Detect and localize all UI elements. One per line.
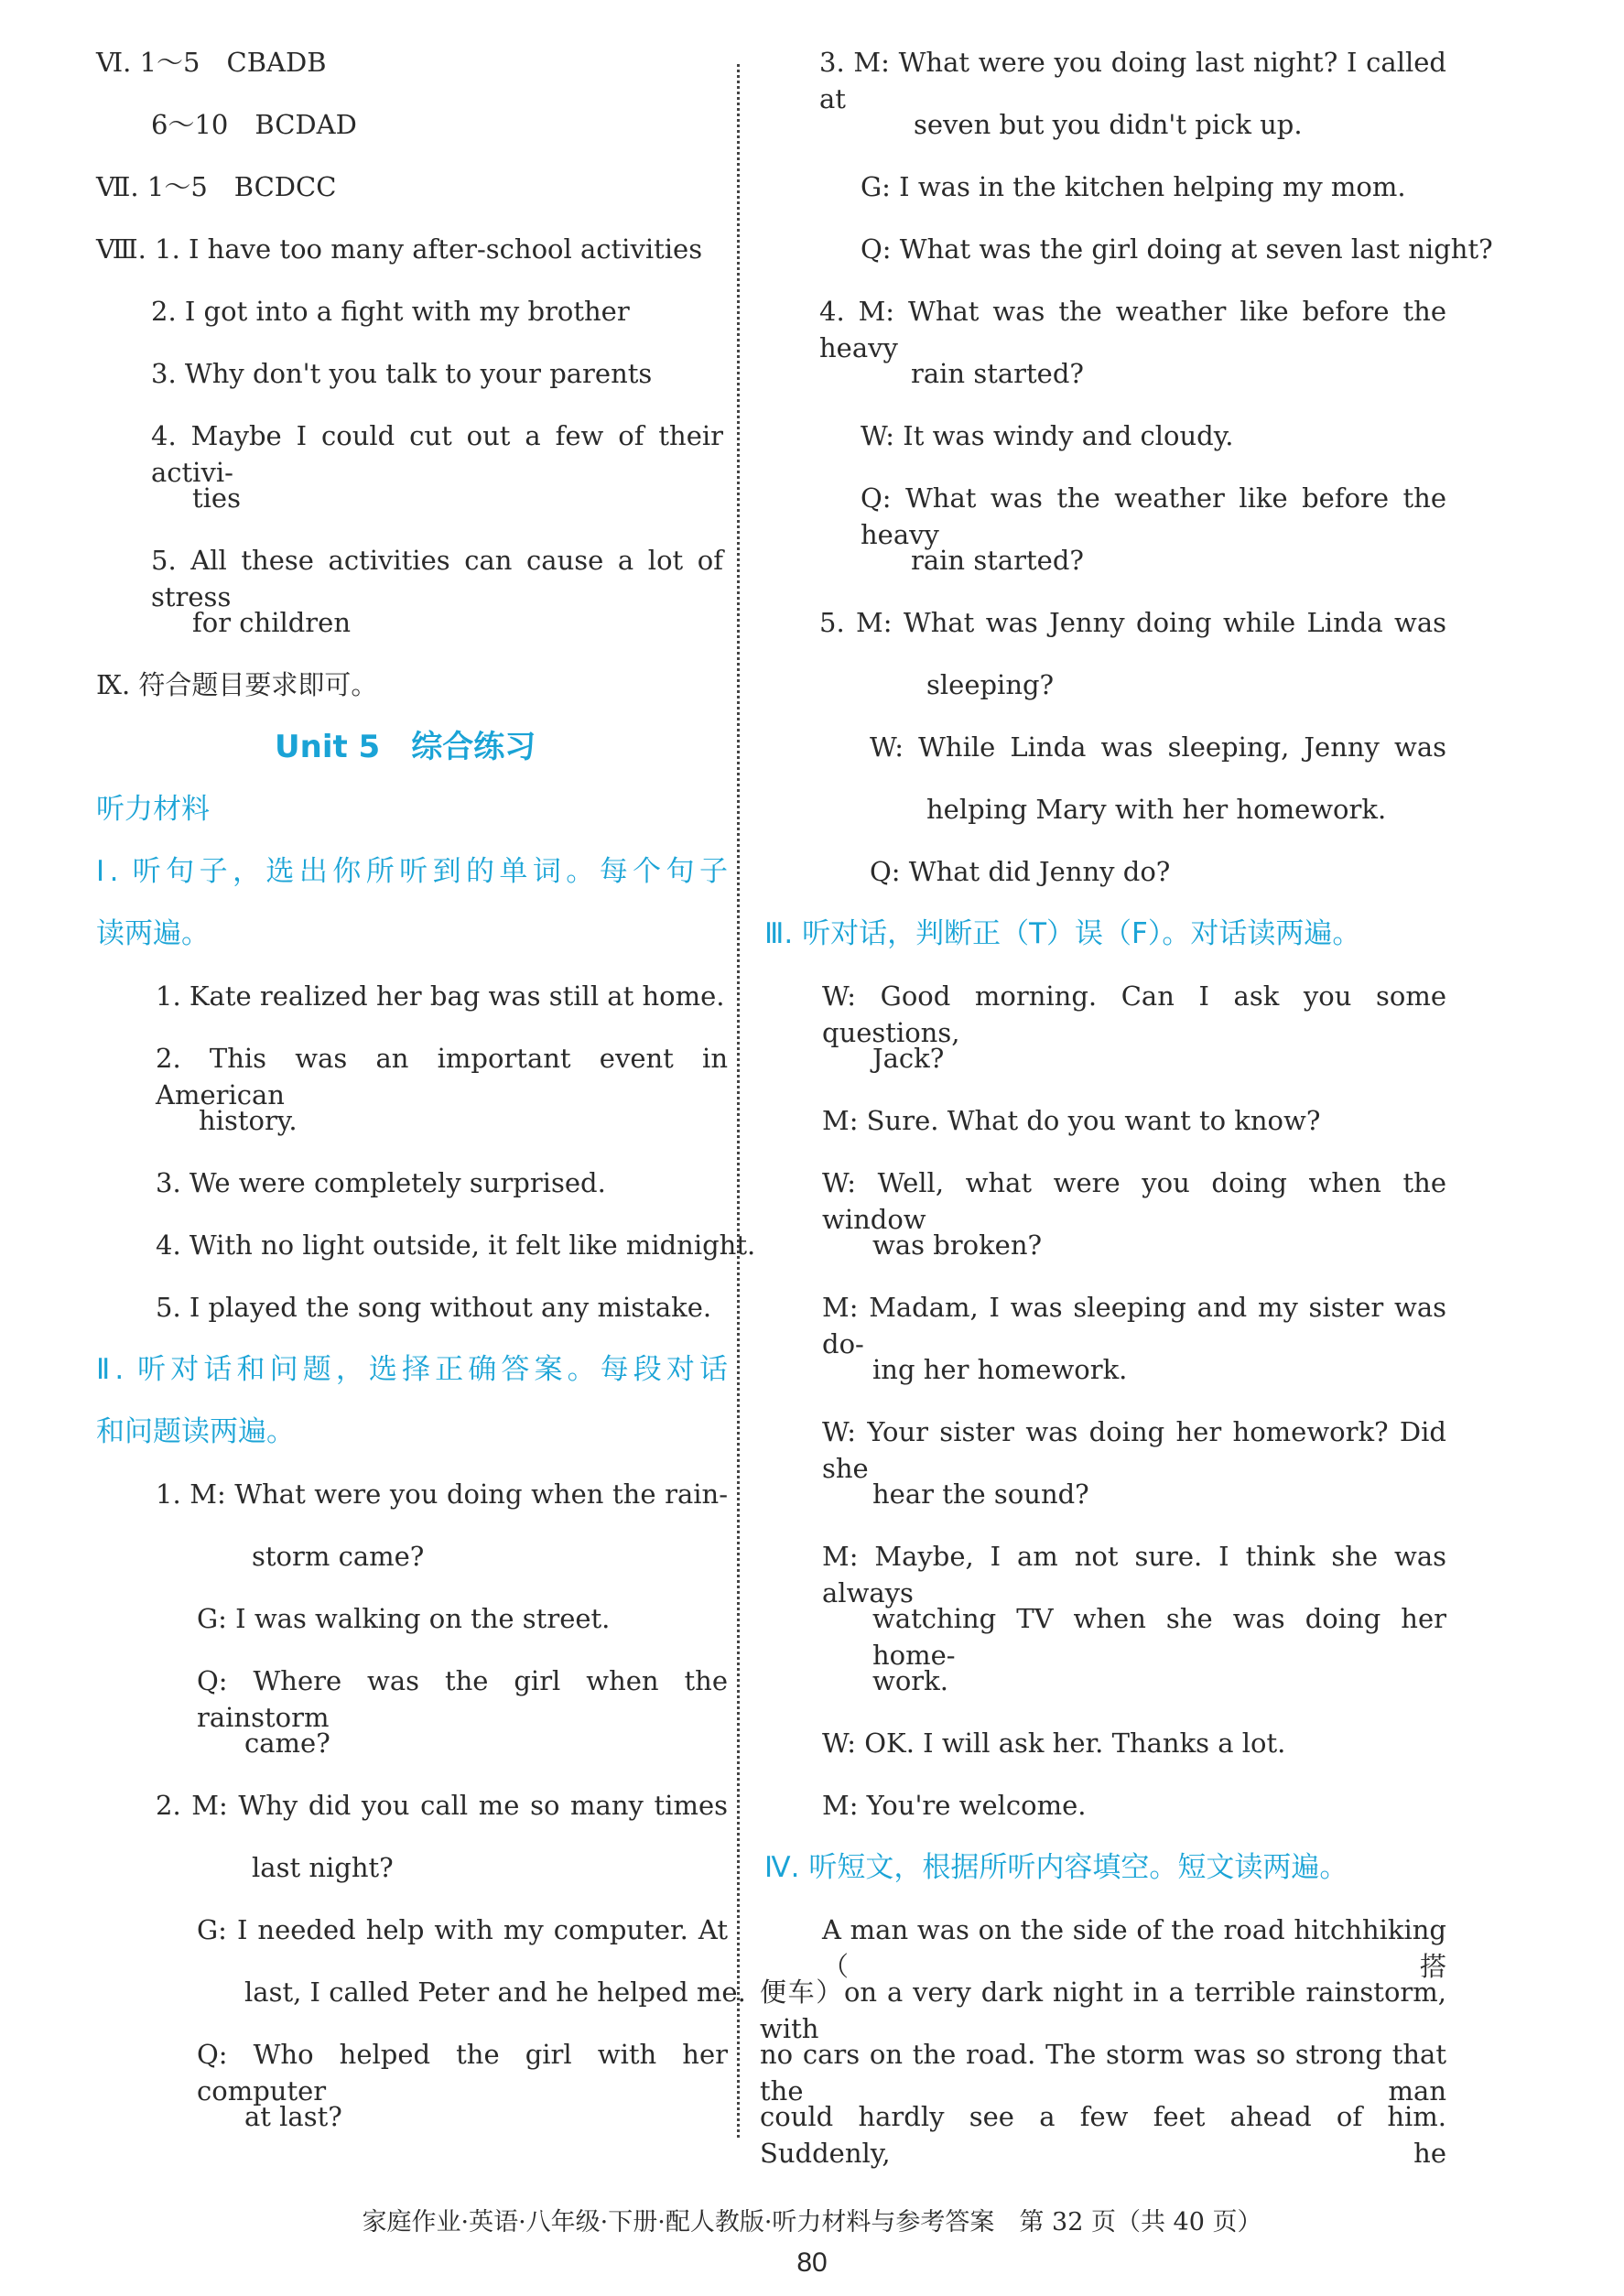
- left-column-line: last, I called Peter and he helped me.: [244, 1977, 746, 2008]
- right-column-line: helping Mary with her homework.: [926, 794, 1387, 825]
- left-column-line: Q: Where was the girl when the rainstorm: [197, 1665, 728, 1733]
- left-column-line: 2. This was an important event in American: [156, 1043, 728, 1110]
- left-column-line: for children: [192, 607, 352, 638]
- left-column-line: G: I was walking on the street.: [197, 1603, 611, 1634]
- right-column-line: W: Your sister was doing her homework? Did she: [822, 1416, 1446, 1484]
- right-column-line: W: OK. I will ask her. Thanks a lot.: [822, 1727, 1286, 1759]
- right-column-line: W: Well, what were you doing when the window: [822, 1167, 1446, 1235]
- left-column-line: Unit 5 综合练习: [275, 729, 536, 765]
- right-column-line: W: It was windy and cloudy.: [861, 420, 1234, 451]
- left-column-line: 1. M: What were you doing when the rain-: [156, 1478, 728, 1510]
- right-column-line: 4. M: What was the weather like before the heavy: [819, 296, 1446, 363]
- right-column-line: 5. M: What was Jenny doing while Linda was: [819, 607, 1446, 638]
- right-column-line: watching TV when she was doing her home-: [872, 1603, 1446, 1671]
- right-column-line: Q: What was the weather like before the heavy: [861, 482, 1446, 550]
- right-column-line: hear the sound?: [872, 1478, 1089, 1510]
- right-column-line: rain started?: [911, 545, 1084, 576]
- left-column-line: Ⅱ. 听对话和问题，选择正确答案。每段对话: [96, 1353, 728, 1386]
- left-column-line: Ⅷ. 1. I have too many after-school activities: [96, 233, 703, 265]
- left-column-line: 4. With no light outside, it felt like midnight.: [156, 1229, 756, 1261]
- right-column-line: could hardly see a few feet ahead of him. Suddenly, he: [760, 2101, 1446, 2169]
- left-column-line: storm came?: [252, 1541, 425, 1572]
- left-column-line: 1. Kate realized her bag was still at home.: [156, 980, 725, 1012]
- left-column-line: ties: [192, 482, 241, 514]
- right-column-line: ing her homework.: [872, 1354, 1128, 1385]
- left-column-line: G: I needed help with my computer. At: [197, 1914, 728, 1945]
- right-column-line: M: Maybe, I am not sure. I think she was always: [822, 1541, 1446, 1608]
- left-column-line: came?: [244, 1727, 330, 1759]
- left-column-line: Ⅵ. 1～5 CBADB: [96, 47, 327, 78]
- right-column-line: seven but you didn't pick up.: [914, 109, 1303, 140]
- right-column-line: Q: What did Jenny do?: [870, 856, 1171, 887]
- right-column-line: G: I was in the kitchen helping my mom.: [861, 171, 1406, 202]
- right-column-line: 便车）on a very dark night in a terrible rainstorm, with: [760, 1977, 1446, 2044]
- left-column-line: Q: Who helped the girl with her computer: [197, 2039, 728, 2106]
- column-divider: [737, 64, 740, 2138]
- left-column-line: 3. We were completely surprised.: [156, 1167, 606, 1198]
- left-column-line: 5. All these activities can cause a lot of stress: [151, 545, 723, 612]
- footer-caption: 家庭作业·英语·八年级·下册·配人教版·听力材料与参考答案 第 32 页（共 40 页）: [362, 2208, 1262, 2236]
- right-column-line: work.: [872, 1665, 948, 1696]
- right-column-line: M: You're welcome.: [822, 1790, 1087, 1821]
- right-column-line: A man was on the side of the road hitchhiking（搭: [822, 1914, 1446, 1982]
- left-column-line: at last?: [244, 2101, 342, 2132]
- right-column-line: was broken?: [872, 1229, 1043, 1261]
- left-column-line: 6～10 BCDAD: [151, 109, 357, 140]
- left-column-line: last night?: [252, 1852, 394, 1883]
- left-column-line: 2. I got into a fight with my brother: [151, 296, 630, 327]
- left-column-line: Ⅸ. 符合题目要求即可。: [96, 669, 378, 700]
- right-column-line: sleeping?: [926, 669, 1055, 700]
- left-column-line: 5. I played the song without any mistake.: [156, 1292, 712, 1323]
- left-column-line: Ⅰ. 听句子，选出你所听到的单词。每个句子: [96, 855, 728, 888]
- left-column-line: 4. Maybe I could cut out a few of their activi-: [151, 420, 723, 488]
- left-column-line: 听力材料: [96, 793, 210, 826]
- left-column-line: 读两遍。: [96, 917, 210, 950]
- left-column-line: 3. Why don't you talk to your parents: [151, 358, 653, 389]
- right-column-line: M: Madam, I was sleeping and my sister was do-: [822, 1292, 1446, 1359]
- right-column-line: M: Sure. What do you want to know?: [822, 1105, 1321, 1136]
- right-column-line: 3. M: What were you doing last night? I called at: [819, 47, 1446, 114]
- right-column-line: rain started?: [911, 358, 1084, 389]
- left-column-line: 和问题读两遍。: [96, 1415, 295, 1448]
- right-column-line: Ⅳ. 听短文，根据所听内容填空。短文读两遍。: [764, 1851, 1348, 1884]
- right-column-line: Jack?: [872, 1043, 945, 1074]
- left-column-line: 2. M: Why did you call me so many times: [156, 1790, 728, 1821]
- right-column-line: no cars on the road. The storm was so strong that the man: [760, 2039, 1446, 2106]
- left-column-line: history.: [199, 1105, 298, 1136]
- page-number: 80: [796, 2247, 828, 2278]
- right-column-line: W: Good morning. Can I ask you some questions,: [822, 980, 1446, 1048]
- right-column-line: Q: What was the girl doing at seven last night?: [861, 233, 1493, 265]
- right-column-line: Ⅲ. 听对话，判断正（T）误（F）。对话读两遍。: [764, 917, 1361, 950]
- left-column-line: Ⅶ. 1～5 BCDCC: [96, 171, 337, 202]
- right-column-line: W: While Linda was sleeping, Jenny was: [870, 731, 1446, 763]
